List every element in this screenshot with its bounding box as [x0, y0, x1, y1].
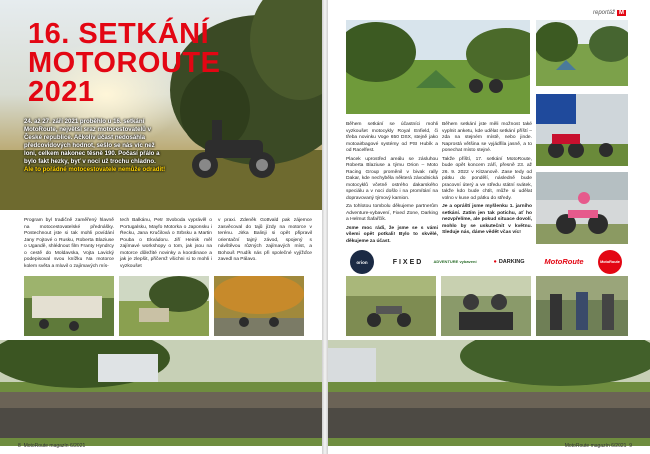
photo-prize-giving [536, 276, 628, 336]
section-badge: M [619, 10, 624, 16]
photo-camp-tents [536, 20, 628, 86]
lead-text: 24. až 27. září 2021 proběhlo u 16. setkání MotoRoute, největší sraz motocestovatelů v České republice. Ačkoliv účast nedosáhla předcovidových hodnot, sešlo se nás víc než loni, celkem nakonec těsně 190. Počasí přálo a bylo fakt hezky, byť v noci už trochu chladno. [24, 118, 160, 165]
photo-rider-stunt [536, 172, 628, 244]
lead-highlight: Ale to pořádné motocestovatele nemůže odradit! [24, 166, 166, 173]
page-number-left: 8 MotoRoute magazín 6/2021 [18, 443, 86, 449]
title-line-3: 2021 [28, 76, 95, 108]
page-gutter [322, 0, 328, 454]
photo-presentation-tent [24, 276, 114, 336]
section-tag-label: reportáž [592, 10, 615, 16]
text-column-1 [24, 218, 114, 272]
photo-riders-helmets [441, 276, 531, 336]
photo-dakar-rally-bikes [536, 94, 628, 166]
logo-adventure-vybaveni: ADVENTURE vybavení [433, 258, 477, 264]
photo-tent-bikes-field [346, 20, 530, 114]
lead-paragraph [24, 118, 166, 174]
logo-motoroute: MotoRoute [544, 256, 584, 266]
logo-motoroute-emblem: MotoRoute [598, 250, 622, 274]
text-column-5 [442, 122, 532, 239]
logo-darking: ● DARKING [493, 259, 525, 265]
text-column-4 [346, 122, 438, 247]
section-tag [593, 10, 626, 16]
photo-bikes-autumn [214, 276, 304, 336]
column-5-p1: Během setkání jste měli možnost také vyplnit anketu, kde udělat setkání příští – zda na stejném místě, nebo jinde. Naprostá většina se vyjádřila jasně, a to ponechat místo stejné. [442, 122, 532, 153]
column-3-text: v praxi. Zdeněk Gottvald pak zájemce zasvěcoval do tajů jízdy na motorce v terénu. Jirka Balinji si opět připravil orientační tajný závod, spojený s návštěvou různých zajímavých míst, a Bohouš Prudík nás při společné vyjížďce zavedl na Pálavo. [218, 218, 312, 262]
column-4-p3: Za tohlotou tombolu děkujeme partnerům Adventure-vybavení, Fixed Zone, Darking a Helmut Šafařčík. [346, 204, 438, 222]
column-4-bold: Jsme moc rádi, že jsme se s vámi všemi opět potkali! Bylo to skvělé, děkujeme za účast. [346, 225, 438, 244]
title-line-1: 16. SETKÁNÍ [28, 18, 210, 50]
column-2-text: tech Balkánu, Petr Svoboda vyprávěl o Portugalsku, Mayfo Motorka o Japonsku i Řecku, Jana Kručilová o Srbsku a Martin Pouba o Ekvádoru. Jiří Heinik měl zajímavé workshopy o tom, jak jsou na motorce důležité novinky a koordinace a jak je zlepšit, přičemž všichni si to mohli i vyzkoušet [120, 218, 212, 269]
column-1-text: Program byl tradičně zaměřený hlavně na motocestovatelské přednášky. Postechnout jste si tak mohli povídání Jany Fojtové o Rusku, Roberta Blaziuse o Ugandě, shlédnout film Franty Hyndrcy o cestě do Moldavska, Vojta Lavický podepisoval svou knížku Na motorce kolem světa a mluvil o zajímavých mís- [24, 218, 114, 269]
photo-offroad-riders [346, 276, 436, 336]
title-line-2: MOTOROUTE [28, 47, 221, 79]
page-number-right: MotoRoute magazín 6/2021 9 [564, 443, 632, 449]
column-4-p1: Během setkání se účastníci mohli vyzkoušet motocykly Royal Enfield, či třeba novinku Voge 650 DSX, stejně jako motoairbagové systémy od PSI Hubík a od Racelfest. [346, 122, 438, 153]
column-5-p2: Takže příští, 17. setkání MotoRoute, bude opět koncem září, přesně 23. až 26. 9. 2022 v Kitzanově. Zase tedy od pátku do pondělí, následně bude pracovní úterý a ve středu státní svátek, takže kdo bude chtít, může si udělat volno v kuse od pátku do středy. [442, 156, 532, 201]
text-column-3 [218, 218, 312, 266]
column-4-p2: Placek uprostřed areálu se zásluhou Roberta Blaziuse a týmu Orion – Moto Racing Group proměnil v bivak rally Dakar, kde nechyběla některá závodnická motocyklů včetně ostrého dakarského speciálu a v noci došlo i na promítání na dopravovaný týmový kamion. [346, 156, 438, 201]
text-column-2 [120, 218, 212, 272]
article-title [28, 20, 220, 107]
logo-fixed: FIXED [392, 258, 424, 266]
photo-camp-meadow [119, 276, 209, 336]
logo-orion: orion [350, 250, 374, 274]
column-5-bold: Je a opráští jsme myšlenku 1. jarního setkání. Zatím jen tak potichu, ať ho nezvpřelíme, ale pokud situace dovolí, mohlo by se uskutečnit v květnu. Sleduje nás, dáme vědět včas víc! [442, 204, 532, 235]
